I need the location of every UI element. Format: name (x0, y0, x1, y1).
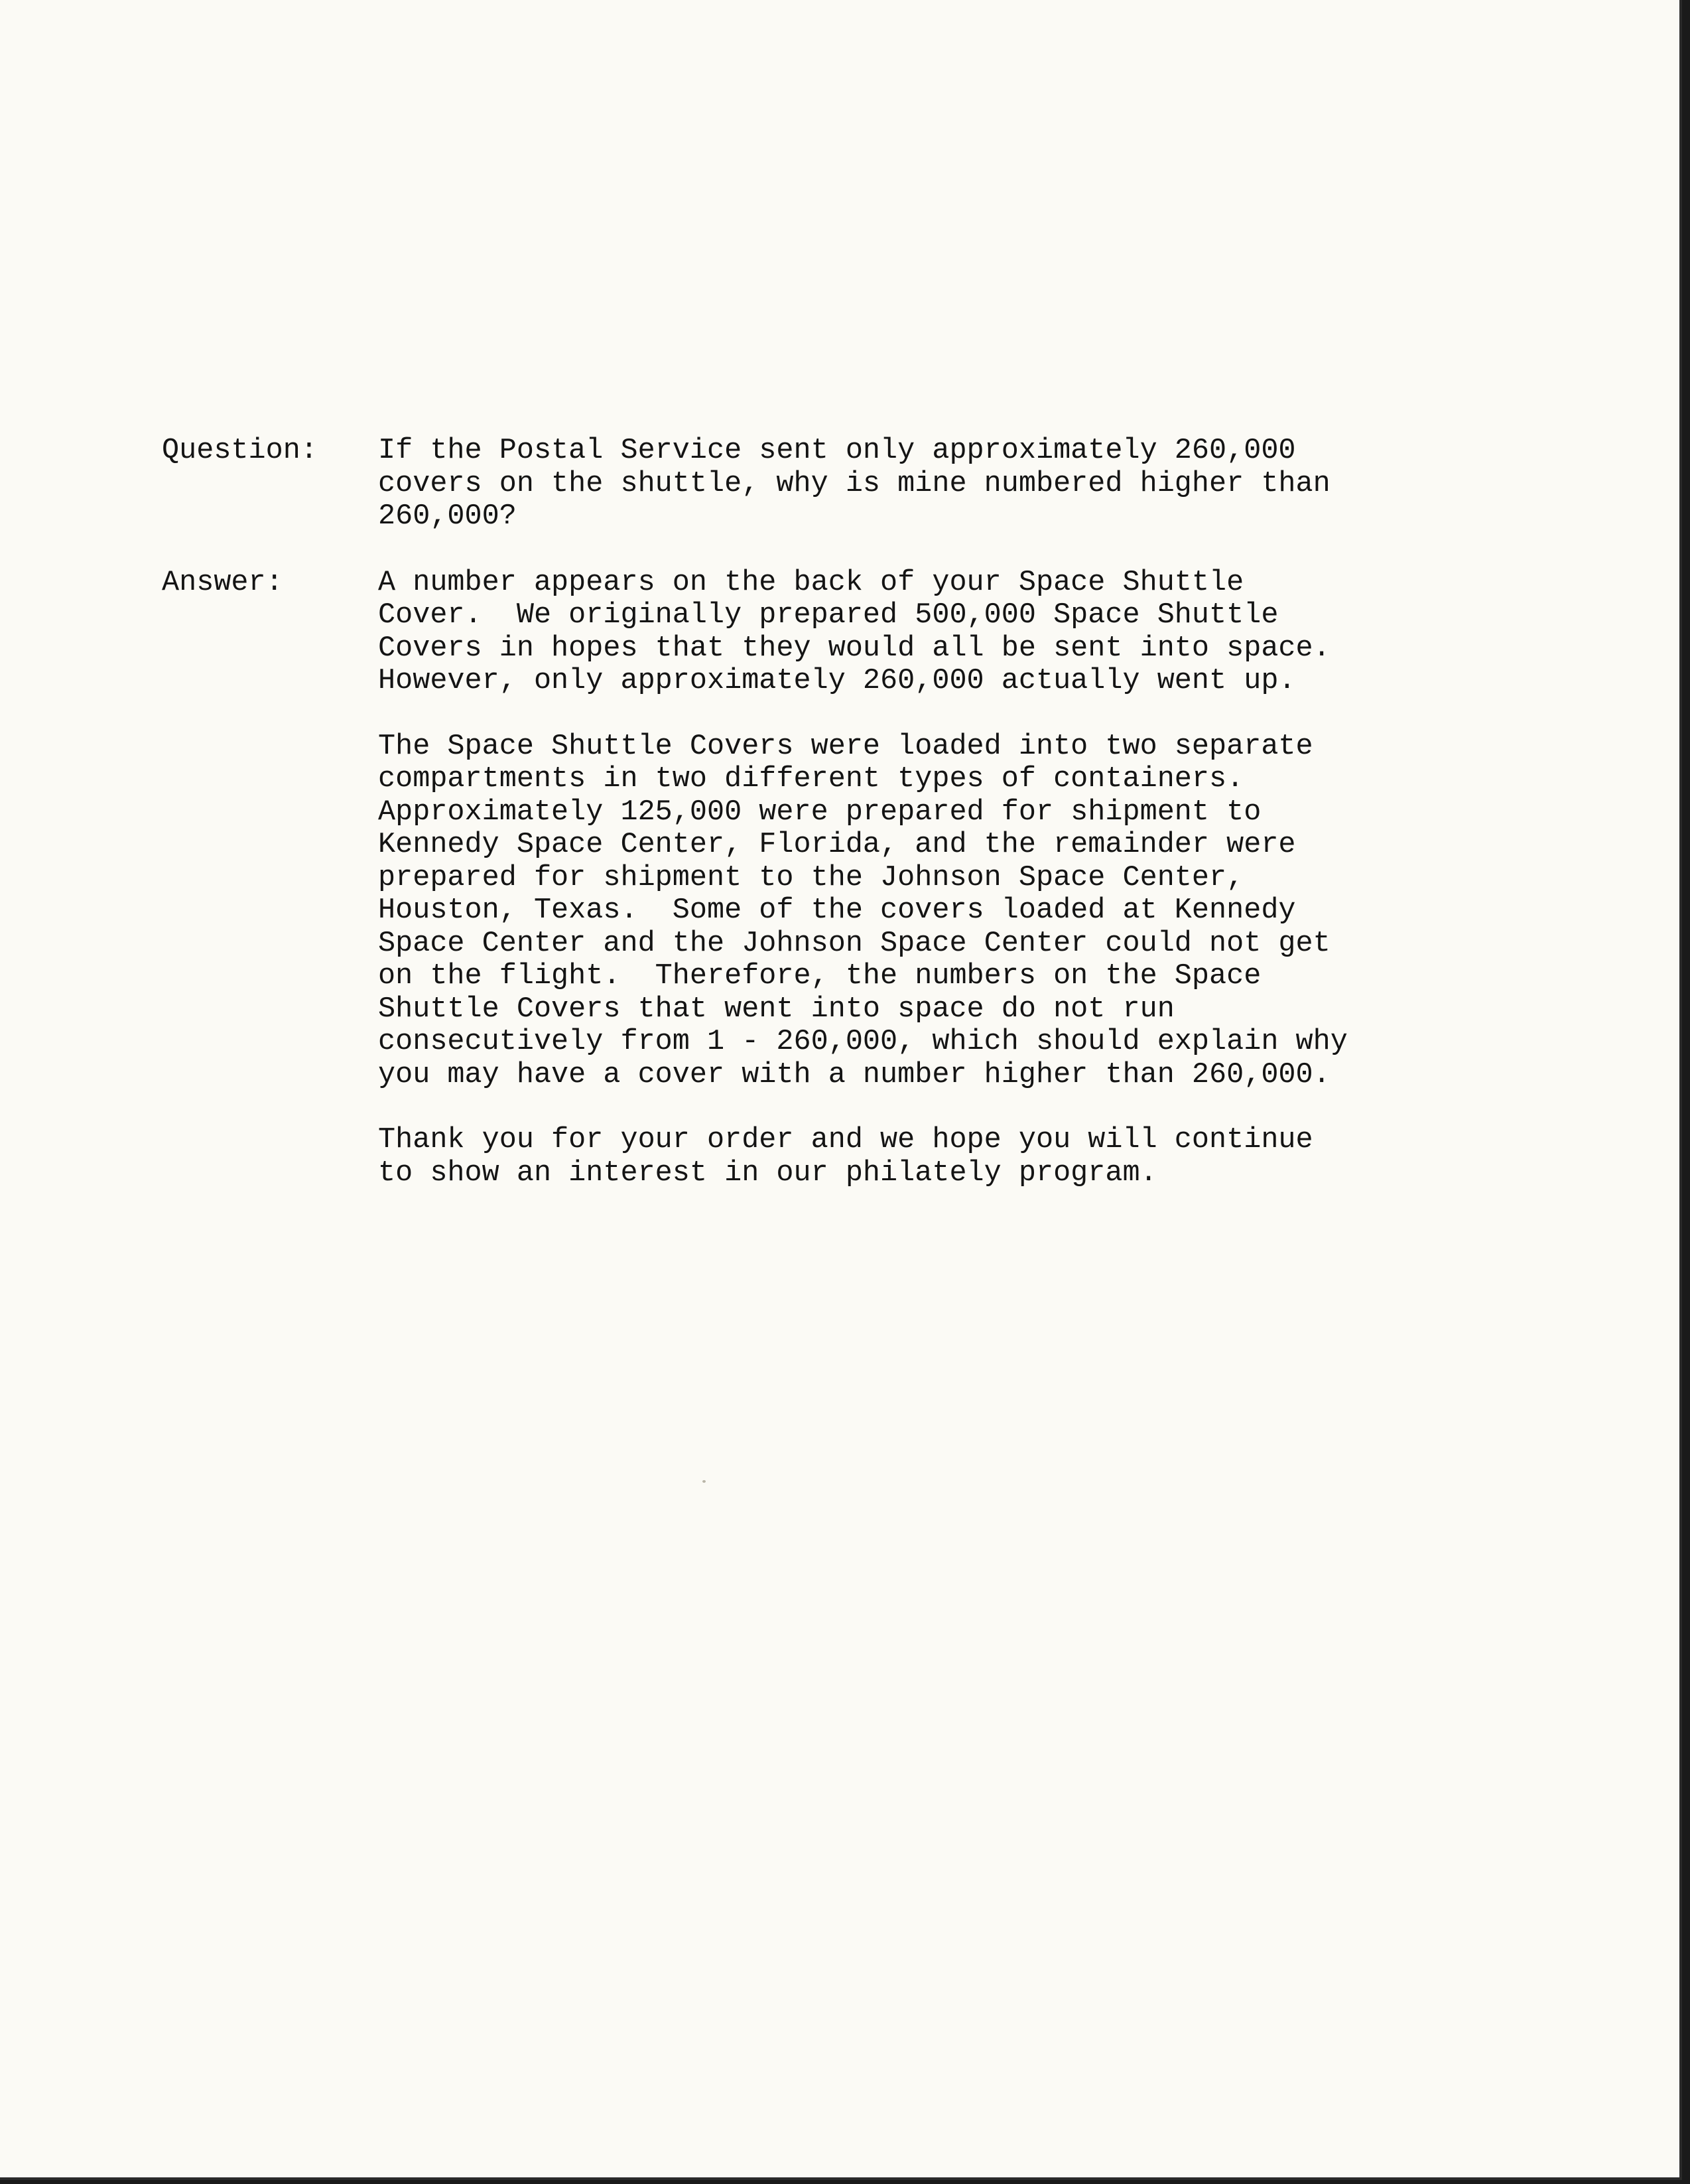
answer-line: The Space Shuttle Covers were loaded into two separate (378, 730, 1313, 763)
answer-line: Kennedy Space Center, Florida, and the remainder were (378, 829, 1296, 861)
question-row (162, 435, 1508, 533)
answer-line: compartments in two different types of containers. (378, 763, 1244, 795)
answer-line: to show an interest in our philately program. (378, 1156, 1157, 1190)
answer-label: Answer: (162, 566, 283, 599)
answer-paragraph-1 (378, 567, 1508, 698)
answer-line: Houston, Texas. Some of the covers loaded at Kennedy (378, 894, 1296, 927)
answer-paragraph-3 (378, 1124, 1508, 1190)
answer-line: A number appears on the back of your Space Shuttle (378, 566, 1244, 599)
answer-line: Space Center and the Johnson Space Center could not get (378, 927, 1331, 960)
question-text (378, 435, 1508, 533)
answer-row (162, 567, 1508, 1190)
answer-line: Cover. We originally prepared 500,000 Space Shuttle (378, 599, 1279, 632)
answer-line: Covers in hopes that they would all be sent into space. (378, 632, 1331, 665)
answer-line: consecutively from 1 - 260,000, which should explain why (378, 1026, 1348, 1058)
question-line: covers on the shuttle, why is mine numbered higher than (378, 467, 1331, 500)
paper-speck (702, 1480, 706, 1483)
question-line: 260,000? (378, 500, 517, 533)
answer-line: you may have a cover with a number higher than 260,000. (378, 1058, 1331, 1091)
answer-line: on the flight. Therefore, the numbers on the Space (378, 960, 1262, 992)
answer-line: Thank you for your order and we hope you will continue (378, 1124, 1313, 1156)
qa-block (162, 435, 1508, 1190)
answer-line: However, only approximately 260,000 actually went up. (378, 665, 1296, 697)
answer-paragraph-2 (378, 730, 1508, 1092)
answer-line: prepared for shipment to the Johnson Space Center, (378, 861, 1244, 894)
answer-line: Approximately 125,000 were prepared for shipment to (378, 795, 1262, 829)
question-line: If the Postal Service sent only approximately 260,000 (378, 435, 1296, 467)
answer-text (378, 567, 1508, 1190)
question-label: Question: (162, 435, 318, 467)
answer-line: Shuttle Covers that went into space do not run (378, 992, 1175, 1026)
